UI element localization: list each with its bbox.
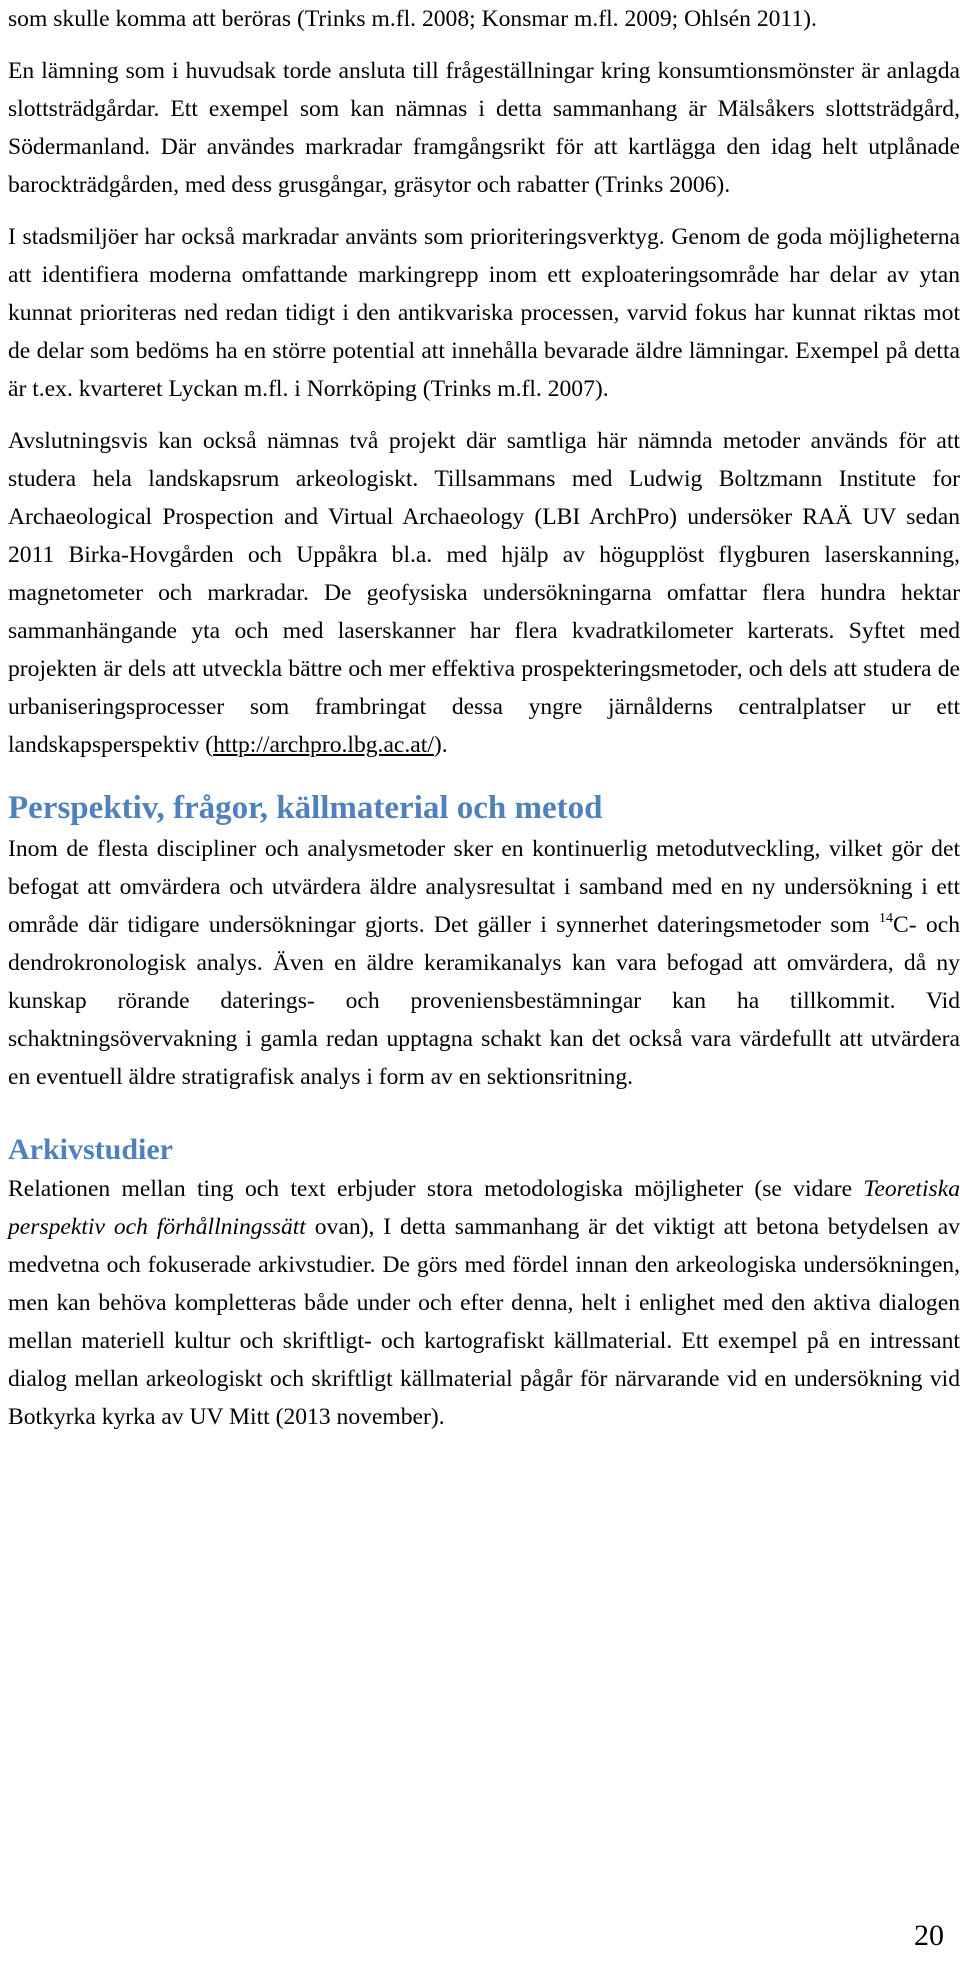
italic-reference: Teoretiska perspektiv och förhållningssätt: [8, 1176, 960, 1240]
paragraph-text: Relationen mellan ting och text erbjuder stora metodologiska möjligheter (se vidare: [8, 1176, 864, 1202]
page-number: 20: [914, 1919, 944, 1952]
section-heading-perspektiv: Perspektiv, frågor, källmaterial och metod: [8, 790, 603, 826]
paragraph-arkivstudier: [8, 1170, 960, 1436]
paragraph-metodutveckling: [8, 830, 960, 1096]
paragraph-text: Inom de flesta discipliner och analysmetoder sker en kontinuerlig metodutveckling, vilket gör det befogat att omvärdera och utvärdera äldre analysresultat i samband med en ny undersökning i ett område där tidigare undersökningar gjorts. Det gäller i synnerhet dateringsmetoder som: [8, 836, 960, 938]
paragraph-citation-continuation: [8, 0, 960, 38]
paragraph-text: En lämning som i huvudsak torde ansluta till frågeställningar kring konsumtionsmönster är anlagda slottsträdgårdar. Ett exempel som kan nämnas i detta sammanhang är Mälsåkers slottsträdgård, Södermanland. Där användes markradar framgångsrikt för att kartlägga den idag helt utplånade barockträdgården, med dess grusgångar, gräsytor och rabatter (Trinks 2006).: [8, 58, 960, 198]
paragraph-text: som skulle komma att beröras (Trinks m.fl. 2008; Konsmar m.fl. 2009; Ohlsén 2011).: [8, 6, 817, 32]
section-heading-arkivstudier: Arkivstudier: [8, 1133, 173, 1166]
archpro-link[interactable]: http://archpro.lbg.ac.at/: [213, 732, 434, 758]
paragraph-slottstradgardar: [8, 52, 960, 204]
isotope-superscript: 14: [879, 911, 894, 926]
paragraph-text-end: ).: [433, 732, 448, 758]
document-page: [8, 0, 960, 1436]
paragraph-text-end: C- och dendrokronologisk analys. Även en äldre keramikanalys kan vara befogad att omvärdera, då ny kunskap rörande daterings- och proveniensbestämningar kan ha tillkommit. Vid schaktningsövervakning i gamla redan upptagna schakt kan det också vara värdefullt att utvärdera en eventuell äldre stratigrafisk analys i form av en sektionsritning.: [8, 912, 960, 1090]
paragraph-stadsmiljoer: [8, 218, 960, 408]
paragraph-text-end: ovan), I detta sammanhang är det viktigt att betona betydelsen av medvetna och fokuserade arkivstudier. De görs med fördel innan den arkeologiska undersökningen, men kan behöva kompletteras både under och efter denna, helt i enlighet med den aktiva dialogen mellan materiell kultur och skriftligt- och kartografiskt källmaterial. Ett exempel på en intressant dialog mellan arkeologiskt och skriftligt källmaterial pågår för närvarande vid en undersökning vid Botkyrka kyrka av UV Mitt (2013 november).: [8, 1214, 960, 1430]
paragraph-avslutningsvis: [8, 422, 960, 764]
paragraph-text: I stadsmiljöer har också markradar använts som prioriteringsverktyg. Genom de goda möjligheterna att identifiera moderna omfattande markingrepp inom ett exploateringsområde har delar av ytan kunnat prioriteras ned redan tidigt i den antikvariska processen, varvid fokus har kunnat riktas mot de delar som bedöms ha en större potential att innehålla bevarade äldre lämningar. Exempel på detta är t.ex. kvarteret Lyckan m.fl. i Norrköping (Trinks m.fl. 2007).: [8, 224, 960, 402]
paragraph-text: Avslutningsvis kan också nämnas två projekt där samtliga här nämnda metoder används för att studera hela landskapsrum arkeologiskt. Tillsammans med Ludwig Boltzmann Institute for Archaeological Prospection and Virtual Archaeology (LBI ArchPro) undersöker RAÄ UV sedan 2011 Birka-Hovgården och Uppåkra bl.a. med hjälp av högupplöst flygburen laserskanning, magnetometer och markradar. De geofysiska undersökningarna omfattar flera hundra hektar sammanhängande yta och med laserskanner har flera kvadratkilometer karterats. Syftet med projekten är dels att utveckla bättre och mer effektiva prospekteringsmetoder, och dels att studera de urbaniseringsprocesser som frambringat dessa yngre järnålderns centralplatser ur ett landskapsperspektiv (: [8, 428, 960, 758]
